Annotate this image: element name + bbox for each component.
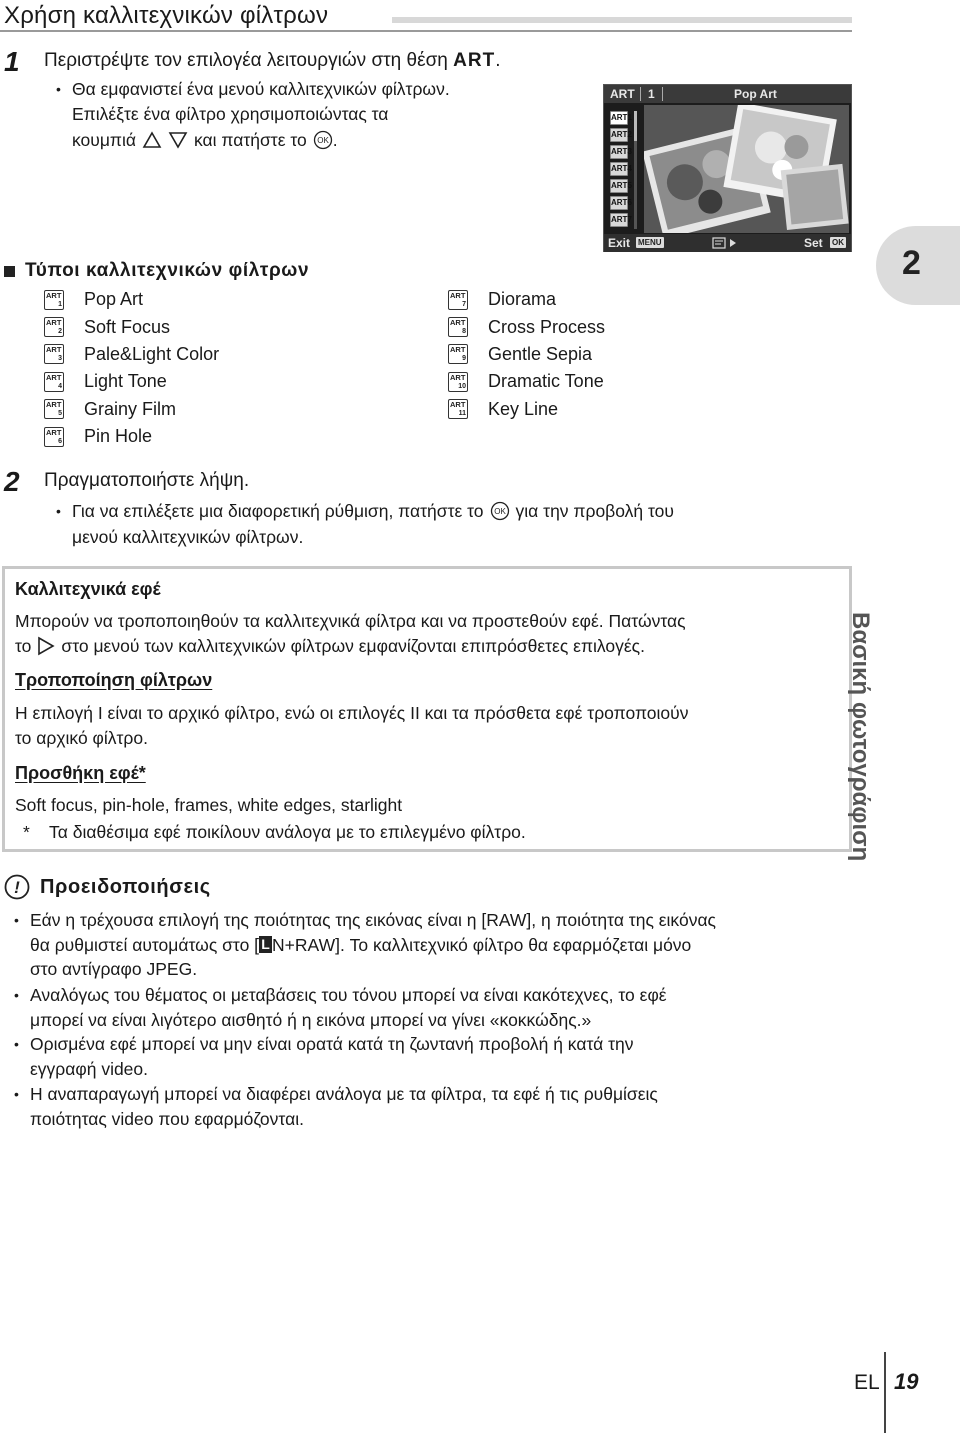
filter-list-right [448,286,605,423]
filter-label: Key Line [488,398,559,419]
camera-top-bar [604,85,851,103]
effect-settings-icon [712,237,738,249]
filter-item [448,286,605,313]
filter-label: Light Tone [84,371,167,392]
ok-button-icon [490,501,510,521]
step-2-bullet [72,499,674,524]
camera-divider [640,87,641,101]
title-bar [392,17,852,23]
camera-art-icon: ART3 [610,145,628,159]
square-bullet-icon [4,266,15,277]
filter-label: Pale&Light Color [84,343,220,364]
warning-icon [4,874,30,900]
warning-1-line1: • Εάν η τρέχουσα επιλογή της ποιότητας της εικόνας είναι η [RAW], η ποιότητα της εικόνας [30,910,716,930]
camera-art-icon: ART4 [610,162,628,176]
art-filter-icon: ART 8 [450,318,466,336]
page-title: Χρήση καλλιτεχνικών φίλτρων [4,2,329,29]
warning-3-line2: εγγραφή video. [30,1058,149,1079]
filter-label: Pin Hole [84,426,153,447]
modify-line1: Η επιλογή I είναι το αρχικό φίλτρο, ενώ οι επιλογές II και τα πρόσθετα εφέ τροποποιούν [15,703,689,723]
filter-item [44,286,219,313]
step-1-bullet-line1: • Θα εμφανιστεί ένα μενού καλλιτεχνικών φίλτρων. [72,79,450,99]
warning-1-line3: στο αντίγραφο JPEG. [30,959,198,979]
add-effects-line: Soft focus, pin-hole, frames, white edges, starlight [15,795,403,815]
up-arrow-icon [142,131,162,149]
step-2-text: Πραγματοποιήστε λήψη. [44,470,250,491]
step-1-text [44,50,500,72]
art-mode-label: ART [453,50,496,71]
effects-heading: Καλλιτεχνικά εφέ [15,579,161,599]
period: . [332,130,338,150]
camera-screen [603,84,852,252]
menu-key-icon: MENU [638,238,662,247]
camera-art-list [610,111,632,227]
step-2-number: 2 [4,466,20,497]
buttons-text: κουμπιά [72,130,137,150]
filter-label: Pop Art [84,289,144,310]
camera-scrollbar-thumb [634,111,637,141]
add-effects-heading: Προσθήκη εφέ* [15,763,146,783]
filter-list-left [44,286,219,450]
camera-divider [662,87,663,101]
camera-art-icon: ART5 [610,179,628,193]
footnote-text: Τα διαθέσιμα εφέ ποικίλουν ανάλογα με το επιλεγμένο φίλτρο. [49,822,526,842]
filter-label: Cross Process [488,316,606,337]
camera-mode: ART [610,87,635,101]
effects-intro-line1: Μπορούν να τροποποιηθούν τα καλλιτεχνικά φίλτρα και να προστεθούν εφέ. Πατώντας [15,611,686,631]
warning-item-3 [30,1032,634,1081]
art-filter-icon: ART 5 [46,400,62,418]
press-text: και πατήστε το [194,130,307,150]
camera-art-icon: ART6 [610,196,628,210]
step-1-number: 1 [4,46,20,77]
ok-button-icon [313,130,333,150]
footnote-mark: * [23,822,30,842]
camera-preview-image [644,105,849,233]
art-filter-icon: ART 7 [450,290,466,308]
right-arrow-icon [37,636,55,656]
camera-bottom-bar [604,234,851,252]
art-effects-box [2,566,852,852]
filter-item [44,368,219,395]
step-1-text-before: Περιστρέψτε τον επιλογέα λειτουργιών στη θέση [44,50,454,71]
warnings-heading [4,874,211,900]
warning-3-line1: • Ορισμένα εφέ μπορεί να μην είναι ορατά κατά τη ζωντανή προβολή ή κατά την [30,1034,634,1054]
art-filter-icon: ART 3 [46,345,62,363]
ok-key-icon: OK [832,238,844,247]
filter-label: Grainy Film [84,398,177,419]
camera-art-icon: ART1 [610,111,628,125]
step-1-text-after: . [495,50,501,71]
footer-language: EL [854,1371,880,1394]
filter-item [448,341,605,368]
warning-1-line2 [30,933,716,958]
camera-set-label: Set [804,236,823,250]
warning-4-line2: ποιότητας video που εφαρμόζονται. [30,1108,304,1129]
art-filter-icon: ART 2 [46,318,62,336]
art-filter-icon: ART 11 [450,400,466,418]
step-1-bullet-line2: Επιλέξτε ένα φίλτρο χρησιμοποιώντας τα [72,104,389,124]
filter-label: Soft Focus [84,316,171,337]
art-filter-icon: ART 4 [46,372,62,390]
camera-filter-name: Pop Art [734,87,777,101]
down-arrow-icon [168,131,188,149]
filter-item [448,368,605,395]
step-2-bullet-text-b: για την προβολή του [515,501,674,521]
modify-line2: το αρχικό φίλτρο. [15,728,148,748]
warning-1-line2-b: N+RAW]. Το καλλιτεχνικό φίλτρο θα εφαρμόζεται μόνο [272,934,692,955]
warning-item-1 [30,908,716,982]
svg-text:!: ! [14,878,20,897]
footer-divider [884,1352,886,1433]
large-size-icon: L [259,936,272,953]
filter-item [448,396,605,423]
filter-item [44,341,219,368]
camera-exit-label: Exit [608,236,631,250]
camera-art-icon: ART7 [610,213,628,227]
chapter-title: Βασική φωτογράφιση [847,612,874,862]
filter-item [44,396,219,423]
modify-filters-heading: Τροποποίηση φίλτρων [15,670,213,690]
chapter-number: 2 [902,244,921,282]
warning-item-2 [30,983,667,1032]
page-number: 19 [894,1369,919,1394]
camera-number: 1 [648,87,655,101]
art-filter-icon: ART 6 [46,427,62,445]
effects-intro-line2-b: στο μενού των καλλιτεχνικών φίλτρων εμφανίζονται επιπρόσθετες επιλογές. [61,636,645,656]
filter-label: Dramatic Tone [488,371,604,392]
filter-item [44,313,219,340]
svg-text:OK: OK [317,136,329,146]
warning-2-line1: • Αναλόγως του θέματος οι μεταβάσεις του τόνου μπορεί να είναι κακότεχνες, το εφέ [30,985,667,1005]
title-underline [0,30,852,32]
step-1-bullet [72,77,450,102]
effects-intro-line2 [15,634,645,659]
warning-1-line2-a: θα ρυθμιστεί αυτομάτως στο [ [30,934,260,955]
art-filter-icon: ART 10 [450,372,466,390]
camera-art-icon: ART2 [610,128,628,142]
step-1-bullet-line3 [72,128,338,153]
filter-item [44,423,219,450]
step-2-bullet-text-a: • Για να επιλέξετε μια διαφορετική ρύθμιση, πατήστε το [72,501,484,521]
effects-intro-line2-a: το [15,636,32,656]
warning-2-line2: μπορεί να είναι λιγότερο αισθητό ή η εικόνα μπορεί να γίνει «κοκκώδης.» [30,1009,592,1030]
step-2-bullet-line2: μενού καλλιτεχνικών φίλτρων. [72,527,304,547]
warning-item-4 [30,1082,658,1131]
warnings-heading-text: Προειδοποιήσεις [40,875,211,898]
filter-item [448,313,605,340]
art-filter-icon: ART 9 [450,345,466,363]
filter-types-heading-text: Τύποι καλλιτεχνικών φίλτρων [25,260,310,281]
warning-4-line1: • Η αναπαραγωγή μπορεί να διαφέρει ανάλογα με τα φίλτρα, τα εφέ ή τις ρυθμίσεις [30,1084,658,1104]
filter-types-heading [4,260,309,282]
filter-label: Diorama [488,289,557,310]
filter-label: Gentle Sepia [488,343,593,364]
art-filter-icon: ART 1 [46,290,62,308]
svg-text:OK: OK [493,507,506,517]
